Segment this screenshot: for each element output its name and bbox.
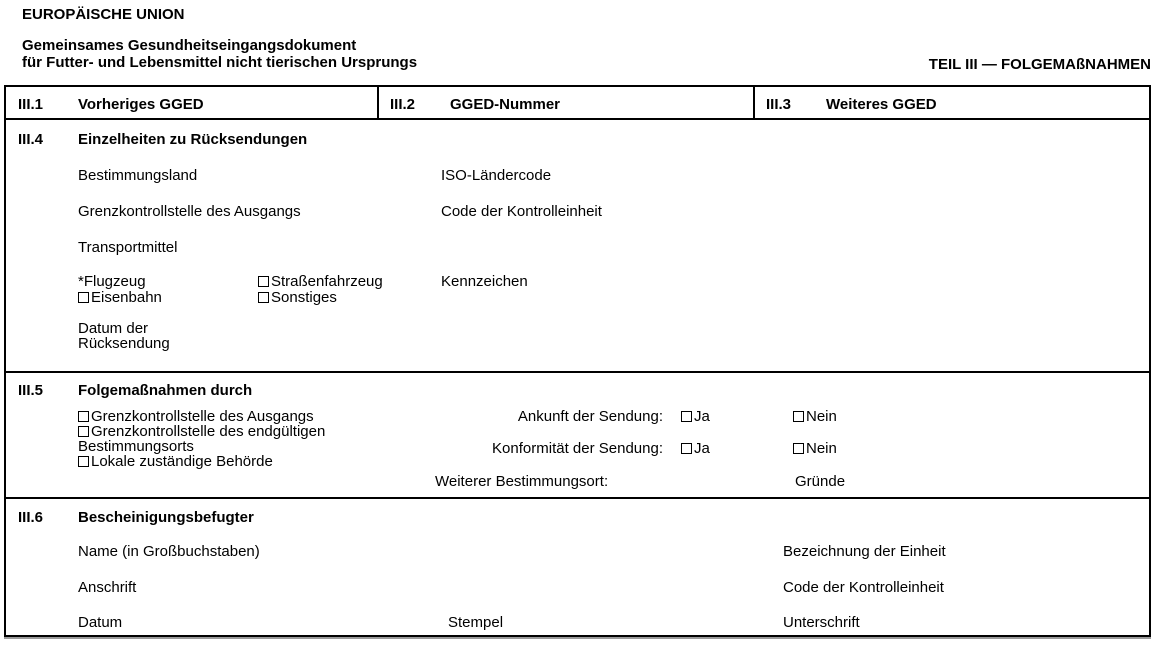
field-iii3-number: III.3 [766, 96, 792, 113]
field-iii1-label: Vorheriges GGED [78, 96, 204, 113]
other-checkbox-icon[interactable] [258, 292, 269, 303]
arrival-no-option[interactable] [793, 409, 837, 424]
signature-label: Unterschrift [783, 614, 860, 631]
transport-option-aeroplane[interactable]: *Flugzeug [78, 273, 146, 290]
reasons-label: Gründe [795, 473, 846, 490]
means-of-transport-label: Transportmittel [78, 239, 178, 256]
arrival-yes-label: Ja [694, 408, 710, 425]
stamp-label: Stempel [448, 614, 504, 631]
final-bcp-checkbox-icon[interactable] [78, 426, 89, 437]
exit-bcp-checkbox-icon[interactable] [78, 411, 89, 422]
exit-bcp-label: Grenzkontrollstelle des Ausgangs [78, 203, 301, 220]
compliance-no-option[interactable] [793, 441, 837, 456]
union-heading: EUROPÄISCHE UNION [22, 6, 185, 23]
field-iii2-label: GGED-Nummer [450, 96, 561, 113]
control-unit-code-label: Code der Kontrolleinheit [441, 203, 602, 220]
header-row-divider [4, 118, 1151, 120]
section-divider-iii4-iii5 [4, 371, 1151, 373]
compliance-no-checkbox-icon[interactable] [793, 443, 804, 454]
iso-country-code-label: ISO-Ländercode [441, 167, 552, 184]
transport-option-road-vehicle[interactable] [258, 274, 383, 289]
identification-label: Kennzeichen [441, 273, 528, 290]
section-iii5-title: Folgemaßnahmen durch [78, 382, 253, 399]
final-bcp-option-label-line1: Grenzkontrollstelle des endgültigen [91, 423, 326, 440]
section-iii6-number: III.6 [18, 509, 44, 526]
top-row-divider-1 [377, 85, 379, 120]
section-iii5-number: III.5 [18, 382, 44, 399]
address-label: Anschrift [78, 579, 137, 596]
exit-bcp-option-label: Grenzkontrollstelle des Ausgangs [91, 408, 314, 425]
document-title-line1: Gemeinsames Gesundheitseingangsdokument [22, 37, 357, 54]
arrival-yes-checkbox-icon[interactable] [681, 411, 692, 422]
followup-option-exit-bcp[interactable] [78, 409, 314, 424]
part-title: TEIL III — FOLGEMAßNAHMEN [928, 56, 1151, 73]
field-iii1-number: III.1 [18, 96, 44, 113]
return-date-label-line1: Datum der [78, 320, 149, 337]
compliance-no-label: Nein [806, 440, 837, 457]
unit-name-label: Bezeichnung der Einheit [783, 543, 946, 560]
local-authority-option-label: Lokale zuständige Behörde [91, 453, 273, 470]
railway-checkbox-icon[interactable] [78, 292, 89, 303]
transport-option-railway[interactable] [78, 290, 162, 305]
railway-label: Eisenbahn [91, 289, 162, 306]
name-capitals-label: Name (in Großbuchstaben) [78, 543, 260, 560]
road-vehicle-label: Straßenfahrzeug [271, 273, 383, 290]
certifying-control-unit-code-label: Code der Kontrolleinheit [783, 579, 944, 596]
section-iii6-title: Bescheinigungsbefugter [78, 509, 254, 526]
other-label: Sonstiges [271, 289, 337, 306]
followup-option-local-authority[interactable] [78, 454, 273, 469]
compliance-of-consignment-label: Konformität der Sendung: [492, 440, 663, 457]
document-title-line2: für Futter- und Lebensmittel nicht tierischen Ursprungs [22, 54, 418, 71]
final-bcp-option-label-line2: Bestimmungsorts [78, 438, 194, 455]
field-iii3-label: Weiteres GGED [826, 96, 937, 113]
local-authority-checkbox-icon[interactable] [78, 456, 89, 467]
section-iii4-title: Einzelheiten zu Rücksendungen [78, 131, 308, 148]
compliance-yes-label: Ja [694, 440, 710, 457]
section-iii4-number: III.4 [18, 131, 44, 148]
top-row-divider-2 [753, 85, 755, 120]
transport-option-other[interactable] [258, 290, 337, 305]
arrival-no-checkbox-icon[interactable] [793, 411, 804, 422]
arrival-yes-option[interactable] [681, 409, 710, 424]
destination-country-label: Bestimmungsland [78, 167, 198, 184]
arrival-no-label: Nein [806, 408, 837, 425]
compliance-yes-option[interactable] [681, 441, 710, 456]
compliance-yes-checkbox-icon[interactable] [681, 443, 692, 454]
followup-option-final-bcp[interactable] [78, 424, 325, 439]
date-label: Datum [78, 614, 123, 631]
arrival-of-consignment-label: Ankunft der Sendung: [517, 408, 663, 425]
road-vehicle-checkbox-icon[interactable] [258, 276, 269, 287]
bottom-edge-shadow [4, 637, 1151, 639]
field-iii2-number: III.2 [390, 96, 416, 113]
section-divider-iii5-iii6 [4, 497, 1151, 499]
further-destination-label: Weiterer Bestimmungsort: [435, 473, 609, 490]
return-date-label-line2: Rücksendung [78, 335, 170, 352]
